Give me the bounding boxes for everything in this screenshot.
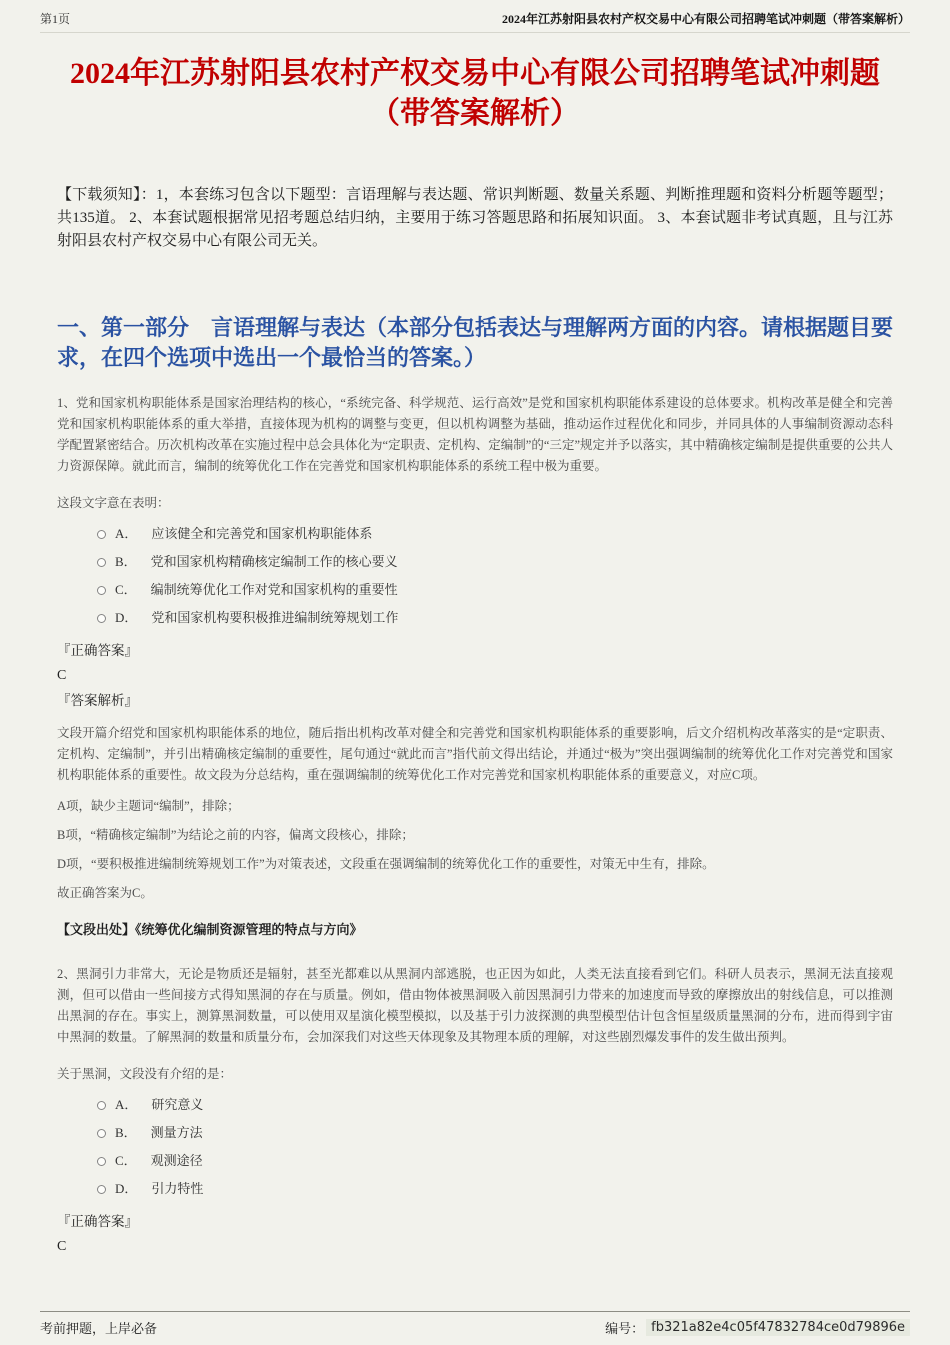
header-doc-title: 2024年江苏射阳县农村产权交易中心有限公司招聘笔试冲刺题（带答案解析）	[501, 12, 910, 26]
option-letter: B．	[115, 1125, 137, 1140]
question1-stem: 1、党和国家机构职能体系是国家治理结构的核心，“系统完备、科学规范、运行高效”是党和国家机构职能体系建设的总体要求。机构改革是健全和完善党和国家机构职能体系的重大举措，直接体现为机构的调整与变更，但以机构调整为基础，推动运作过程优化和同步，并同具体的人事编制资源动态科学配置紧密结合。历次机构改革在实施过程中总会具体化为“定职责、定机构、定编制”的“三定”规定并予以落实，其中精确核定编制是提供重要的公共人力资源保障。就此而言，编制的统筹优化工作在完善党和国家机构职能体系的系统工程中极为重要。	[57, 396, 893, 473]
header-page-number: 第1页	[40, 12, 71, 26]
question1-analysis-line-b: B项，“精确核定编制”为结论之前的内容，偏离文段核心，排除；	[57, 828, 414, 842]
option-letter: D．	[115, 1181, 138, 1196]
option-text: 党和国家机构精确核定编制工作的核心要义	[150, 554, 398, 569]
question1-analysis-label: 『答案解析』	[57, 693, 138, 708]
footer-code-label: 编号：	[605, 1321, 645, 1336]
radio-icon[interactable]	[97, 1185, 106, 1194]
question1-answer-value: C	[57, 668, 67, 683]
option-row-b[interactable]	[97, 552, 893, 572]
option-text: 研究意义	[151, 1097, 204, 1112]
question2-answer-value: C	[57, 1239, 67, 1254]
option-row-c[interactable]	[97, 1151, 893, 1171]
option-row-a[interactable]	[97, 1095, 893, 1115]
question2-stem: 2、黑洞引力非常大，无论是物质还是辐射，甚至光都难以从黑洞内部逃脱，也正因为如此，人类无法直接看到它们。科研人员表示，黑洞无法直接观测，但可以借由一些间接方式得知黑洞的存在与质量。例如，借由物体被黑洞吸入前因黑洞引力带来的加速度而导致的摩擦放出的射线信息，可以推测出黑洞的存在。事实上，测算黑洞数量，可以使用双星演化模型模拟，以及基于引力波探测的典型模型估计包含恒星级质量黑洞的分布，进而得到宇宙中黑洞的数量。了解黑洞的数量和质量分布，会加深我们对这些天体现象及其物理本质的理解，对这些剧烈爆发事件的发生做出预判。	[57, 967, 893, 1044]
option-text: 编制统筹优化工作对党和国家机构的重要性	[150, 582, 398, 597]
document-title-line2: （带答案解析）	[370, 97, 580, 130]
radio-icon[interactable]	[97, 1157, 106, 1166]
question1-analysis-conclusion: 故正确答案为C。	[57, 886, 153, 900]
page-footer	[40, 1311, 910, 1337]
option-row-b[interactable]	[97, 1123, 893, 1143]
option-row-d[interactable]	[97, 608, 893, 628]
option-letter: C．	[115, 1153, 137, 1168]
radio-icon[interactable]	[97, 1101, 106, 1110]
option-row-c[interactable]	[97, 580, 893, 600]
section-heading: 一、第一部分 言语理解与表达（本部分包括表达与理解两方面的内容。请根据题目要求，在四个选项中选出一个最恰当的答案。）	[57, 315, 893, 370]
radio-icon[interactable]	[97, 1129, 106, 1138]
question1-analysis-line-d: D项，“要积极推进编制统筹规划工作”为对策表述，文段重在强调编制的统筹优化工作的重要性，对策无中生有，排除。	[57, 857, 715, 871]
radio-icon[interactable]	[97, 614, 106, 623]
radio-icon[interactable]	[97, 530, 106, 539]
option-text: 党和国家机构要积极推进编制统筹规划工作	[151, 610, 399, 625]
question1-source: 【文段出处】《统筹优化编制资源管理的特点与方向》	[57, 922, 363, 937]
footer-slogan: 考前押题，上岸必备	[40, 1321, 158, 1336]
page-header	[40, 10, 910, 33]
question2-options	[57, 1095, 893, 1199]
option-row-d[interactable]	[97, 1179, 893, 1199]
option-text: 观测途径	[150, 1153, 203, 1168]
option-letter: B．	[115, 554, 137, 569]
download-notice: 【下载须知】：1，本套练习包含以下题型：言语理解与表达题、常识判断题、数量关系题、判断推理题和资料分析题等题型；共135道。 2、本套试题根据常见招考题总结归纳，主要用于练习答题思路和拓展知识面。 3、本套试题非考试真题，且与江苏射阳县农村产权交易中心有限公司无关。	[57, 187, 893, 249]
option-row-a[interactable]	[97, 524, 893, 544]
option-letter: D．	[115, 610, 138, 625]
option-letter: A．	[115, 1097, 138, 1112]
option-letter: A．	[115, 526, 138, 541]
question1-analysis-line-a: A项，缺少主题词“编制”，排除；	[57, 799, 240, 813]
document-title-line1: 2024年江苏射阳县农村产权交易中心有限公司招聘笔试冲刺题	[70, 57, 880, 90]
question1-analysis-paragraph: 文段开篇介绍党和国家机构职能体系的地位，随后指出机构改革对健全和完善党和国家机构职能体系的重要影响，后文介绍机构改革落实的是“定职责、定机构、定编制”，并引出精确核定编制的重要性，尾句通过“就此而言”指代前文得出结论，并通过“极为”突出强调编制的统筹优化工作对完善党和国家机构职能体系的重要性。故文段为分总结构，重在强调编制的统筹优化工作对完善党和国家机构职能体系的重要意义，对应C项。	[57, 726, 893, 782]
footer-code	[605, 1318, 910, 1337]
question1-answer-label: 『正确答案』	[57, 643, 138, 658]
radio-icon[interactable]	[97, 558, 106, 567]
option-text: 应该健全和完善党和国家机构职能体系	[151, 526, 373, 541]
option-text: 测量方法	[150, 1125, 203, 1140]
option-text: 引力特性	[151, 1181, 204, 1196]
radio-icon[interactable]	[97, 586, 106, 595]
document-content	[57, 46, 893, 1303]
question1-prompt: 这段文字意在表明：	[57, 496, 170, 510]
footer-code-value: fb321a82e4c05f47832784ce0d79896e	[646, 1319, 910, 1336]
option-letter: C．	[115, 582, 137, 597]
question2-answer-label: 『正确答案』	[57, 1214, 138, 1229]
question1-options	[57, 524, 893, 628]
question2-prompt: 关于黑洞，文段没有介绍的是：	[57, 1067, 233, 1081]
document-title	[57, 54, 893, 134]
